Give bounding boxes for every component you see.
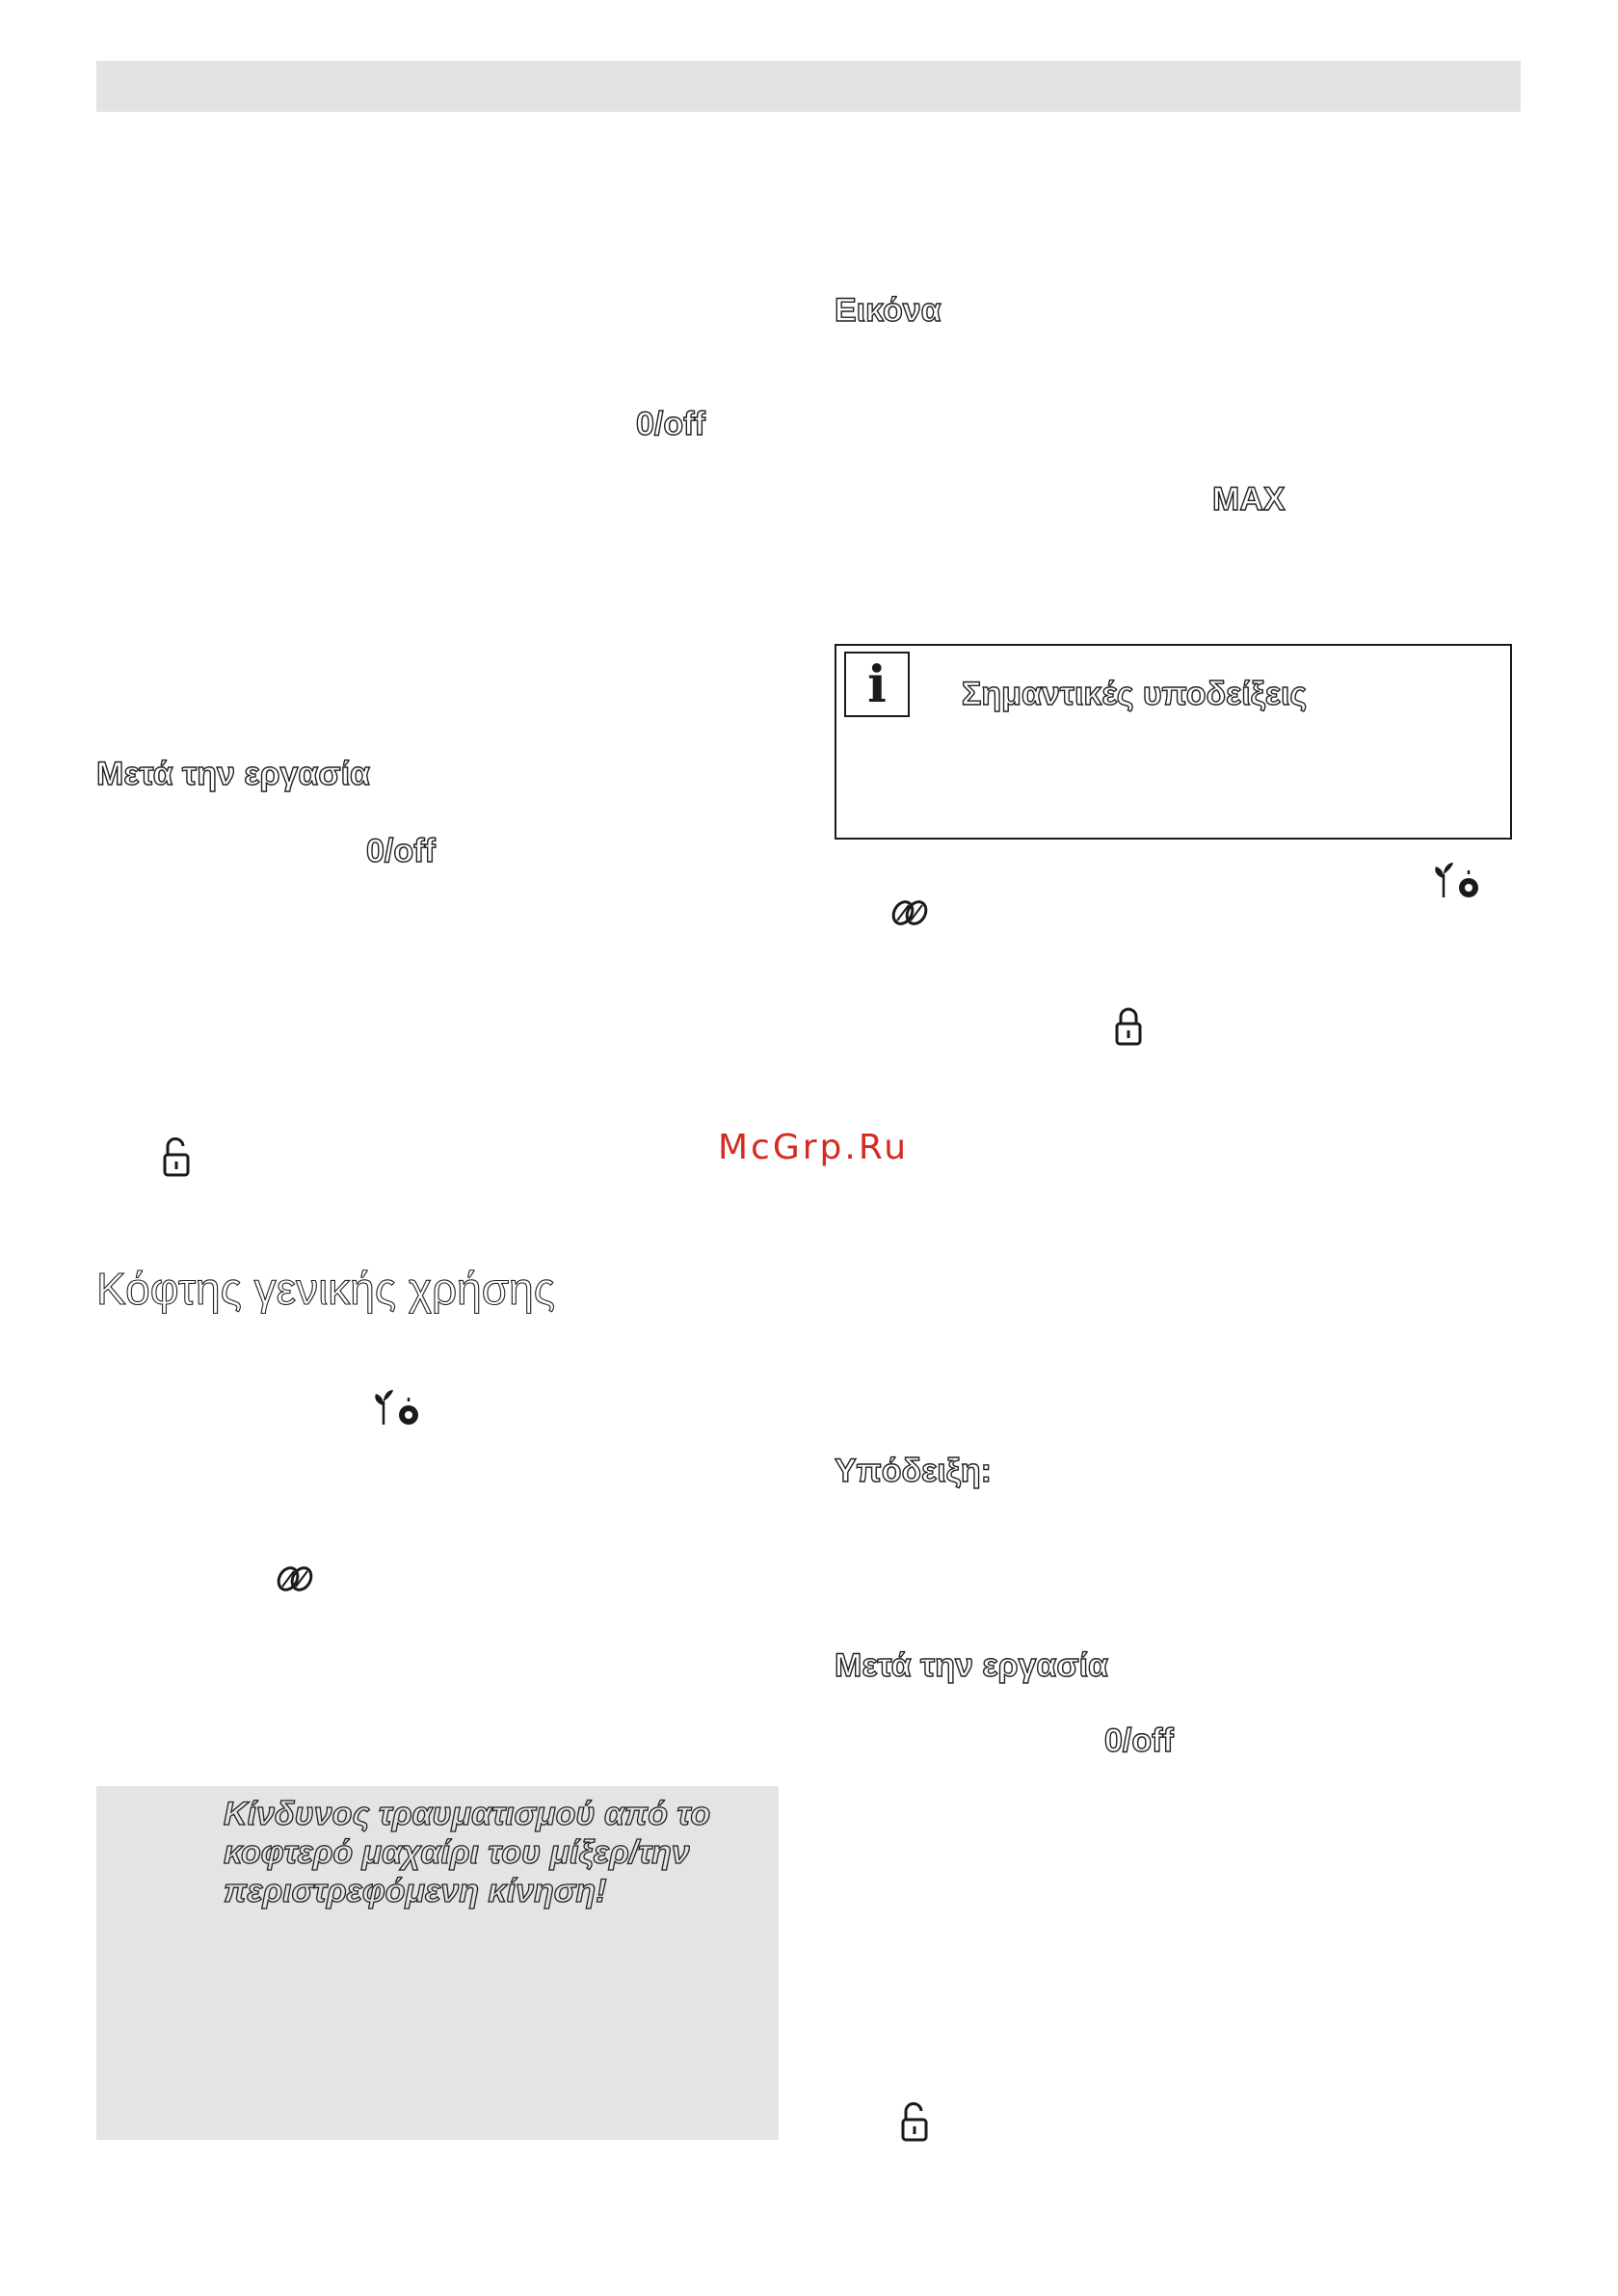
- lock-closed-icon: [1114, 1005, 1143, 1046]
- after-work-heading: Μετά την εργασία: [835, 1647, 1108, 1684]
- herb-grinder-icon: [372, 1388, 422, 1427]
- off-label: 0/off: [366, 833, 436, 869]
- info-icon: i: [844, 652, 910, 717]
- off-label: 0/off: [1104, 1722, 1174, 1759]
- info-box-title: Σημαντικές υποδείξεις: [962, 676, 1308, 712]
- info-box: [835, 644, 1512, 840]
- warning-text: Κίνδυνος τραυματισμού από το κοφτερό μαχαίρι του μίξερ/την περιστρεφόμενη κίνηση!: [224, 1796, 711, 1909]
- page-header-bar: [96, 61, 1521, 112]
- after-work-heading: Μετά την εργασία: [96, 756, 370, 792]
- section-heading: Κόφτης γενικής χρήσης: [96, 1264, 555, 1314]
- coffee-beans-icon: [276, 1565, 314, 1592]
- off-label: 0/off: [636, 406, 705, 442]
- coffee-beans-icon: [890, 899, 929, 926]
- herb-grinder-icon: [1432, 861, 1482, 899]
- max-label: MAX: [1212, 481, 1286, 518]
- lock-open-icon: [162, 1136, 191, 1177]
- note-heading: Υπόδειξη:: [835, 1453, 992, 1489]
- figure-heading: Εικόνα: [835, 292, 942, 329]
- lock-open-icon: [900, 2101, 929, 2142]
- watermark: McGrp.Ru: [718, 1128, 910, 1167]
